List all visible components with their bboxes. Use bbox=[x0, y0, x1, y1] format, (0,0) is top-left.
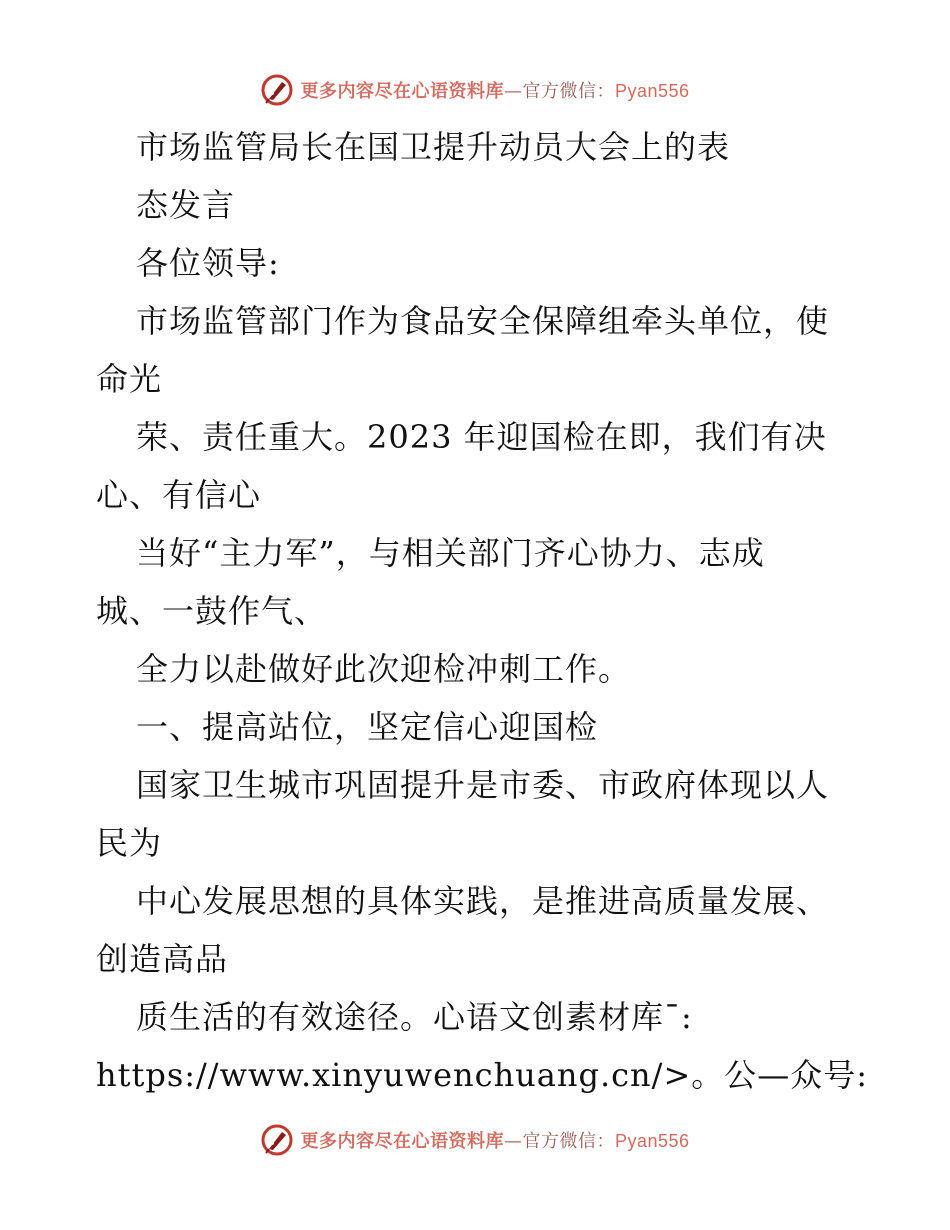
footer-banner bbox=[0, 1120, 950, 1160]
document-line: 民为 bbox=[96, 824, 163, 862]
banner-wechat-label: 官方微信： bbox=[522, 81, 615, 102]
document-line: 全力以赴做好此次迎检冲刺工作。 bbox=[136, 650, 632, 688]
feather-pen-logo-icon bbox=[260, 73, 294, 107]
banner-dash: — bbox=[503, 1131, 523, 1152]
banner-text bbox=[300, 77, 689, 103]
document-line: 一、提高站位，坚定信心迎国检 bbox=[136, 708, 599, 746]
feather-pen-logo-icon bbox=[260, 1123, 294, 1157]
document-line: 市场监管局长在国卫提升动员大会上的表 bbox=[136, 128, 731, 166]
banner-brand: 更多内容尽在心语资料库 bbox=[300, 1131, 504, 1152]
document-line: https://www.xinyuwenchuang.cn/>。公—众号: bbox=[96, 1056, 869, 1094]
document-line: 国家卫生城市巩固提升是市委、市政府体现以人 bbox=[136, 766, 830, 804]
banner-wechat-id: Pyan556 bbox=[614, 1131, 690, 1151]
document-line: 命光 bbox=[96, 360, 163, 398]
document-line: 质生活的有效途径。心语文创素材库¯: bbox=[136, 998, 693, 1036]
document-line: 中心发展思想的具体实践，是推进高质量发展、 bbox=[136, 882, 830, 920]
document-line: 各位领导: bbox=[136, 244, 280, 282]
banner-text bbox=[300, 1127, 689, 1153]
header-banner bbox=[0, 70, 950, 110]
document-line: 荣、责任重大。2023 年迎国检在即，我们有决 bbox=[136, 418, 827, 456]
document-line: 心、有信心 bbox=[96, 476, 262, 514]
banner-dash: — bbox=[503, 81, 523, 102]
banner-brand: 更多内容尽在心语资料库 bbox=[300, 81, 504, 102]
document-line: 市场监管部门作为食品安全保障组牵头单位，使 bbox=[136, 302, 830, 340]
banner-wechat-label: 官方微信： bbox=[522, 1131, 615, 1152]
banner-wechat-id: Pyan556 bbox=[614, 81, 690, 101]
document-line: 城、一鼓作气、 bbox=[96, 592, 328, 630]
document-line: 当好“主力军”，与相关部门齐心协力、志成 bbox=[136, 534, 765, 572]
document-line: 创造高品 bbox=[96, 940, 229, 978]
document-body bbox=[96, 118, 869, 1104]
document-line: 态发言 bbox=[136, 186, 236, 224]
